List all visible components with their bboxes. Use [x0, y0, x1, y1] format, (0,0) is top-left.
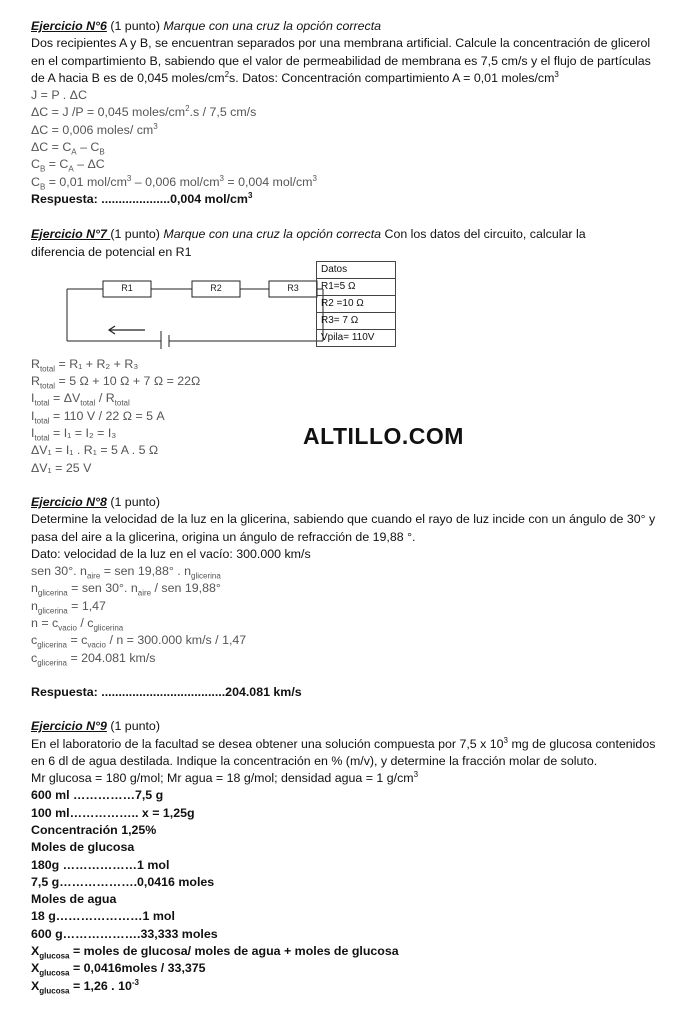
ej8-answer: Respuesta: ....................................204.081 km/s — [31, 684, 302, 699]
ej9-line-2: 100 ml…………….. x = 1,25g — [31, 805, 195, 820]
resistor-r1-label: R1 — [121, 282, 133, 293]
ej9-text-3: Mr glucosa = 180 g/mol; Mr agua = 18 g/mol; densidad agua = 1 $g/cm^3$ — [31, 769, 419, 786]
ej9-line-10: $X_{glucosa}$ = moles de glucosa/ moles de agua + moles de glucosa — [31, 944, 399, 961]
ej7-heading — [31, 226, 691, 243]
circuit-area — [31, 261, 691, 356]
ej8-step-4: $n = c_{vacio} / c_{glicerina}$ — [31, 616, 124, 633]
ej7-step-5: $I_{total} = I_1 = I_2 = I_3$ — [31, 426, 117, 443]
resistor-r2-label: R2 — [210, 282, 222, 293]
ej7-step-2: $R_{total} = 5$ Ω + 10 Ω + 7 Ω = 22Ω — [31, 374, 201, 391]
ej6-step-6: $C_B = 0,01$ mol/$cm^3 - 0,006$ mol/$cm^3 = 0,004$ mol/$cm^3$ — [31, 173, 317, 192]
ej8-step-2: $n_{glicerina}$ = sen 30°. $n_{aire}$ / sen 19,88° — [31, 581, 221, 598]
ej6-text-3: de A hacia B es de 0,045 moles/$cm^2s$. Datos: Concentración compartimiento A = 0,01 moles/$cm^3$ — [31, 69, 559, 85]
ej7-step-7: ΔV₁ = 25 V — [31, 460, 92, 475]
circuit-diagram — [65, 269, 327, 349]
ej6-heading — [31, 18, 691, 35]
ej6-step-1: J = P . ΔC — [31, 88, 87, 103]
ej6-answer: Respuesta: ....................0,004 mol/$cm^3$ — [31, 190, 253, 206]
ej6-step-3: ΔC = 0,006 moles/ $cm^3$ — [31, 121, 158, 137]
ej9-line-9: 600 g……………….33,333 moles — [31, 926, 218, 941]
ej7-points: (1 punto) — [110, 227, 164, 242]
ej7-step-4: $I_{total} = 110$ V / 22 Ω = 5 A — [31, 408, 165, 426]
datos-r3: R3= 7 Ω — [317, 312, 396, 329]
ej7-step-3: $I_{total} = \Delta V_{total} / R_{total}$ — [31, 391, 130, 408]
ej8-title: Ejercicio N°8 — [31, 494, 107, 509]
document-page — [31, 18, 691, 995]
ej7-text-2: diferencia de potencial en R1 — [31, 244, 192, 259]
ej9-points: (1 punto) — [106, 719, 160, 734]
watermark: ALTILLO.COM — [303, 423, 464, 449]
ej8-step-5: $c_{glicerina} = c_{vacio} / n = 300.000$ km/s / 1,47 — [31, 633, 247, 650]
ej7-step-6: ΔV₁ = I₁ . R₁ = 5 A . 5 Ω — [31, 443, 159, 458]
ej6-step-4: $\Delta C = C_A - C_B$ — [31, 140, 105, 157]
ej7-title: Ejercicio N°7 — [31, 227, 111, 242]
ej7-instruction: Marque con una cruz la opción correcta — [163, 227, 382, 242]
ej9-line-3: Concentración 1,25% — [31, 822, 157, 837]
ej8-step-1: sen 30°. $n_{aire}$ = sen 19,88° . $n_{glicerina}$ — [31, 564, 221, 581]
ej9-line-6: 7,5 g……………….0,0416 moles — [31, 874, 215, 889]
ej8-heading — [31, 494, 691, 511]
ej9-title: Ejercicio N°9 — [31, 719, 107, 734]
ej8-text-3: Dato: velocidad de la luz en el vacío: 300.000 km/s — [31, 546, 311, 561]
ej8-step-3: $n_{glicerina} = 1,47$ — [31, 598, 106, 616]
ej6-instruction: Marque con una cruz la opción correcta — [163, 19, 382, 33]
ej7-text-1: Con los datos del circuito, calcular la — [381, 227, 586, 242]
ej8-text-2: pasa del aire a la glicerina, origina un ángulo de refracción de 19,88 °. — [31, 529, 416, 544]
ej9-line-1: 600 ml ……………7,5 g — [31, 788, 164, 803]
ej9-text-2: en 6 dl de agua destilada. Indique la concentración en % (m/v), y determine la fracción molar de soluto. — [31, 753, 598, 768]
ej6-step-5: $C_B = C_A - \Delta C$ — [31, 157, 105, 174]
ej9-text-1: En el laboratorio de la facultad se desea obtener una solución compuesta por 7,5 x $10^3$ mg de glucosa contenidos — [31, 735, 656, 751]
ej6-step-2: ΔC = J /P = 0,045 moles/$cm^2.s / 7,5$ cm/s — [31, 104, 257, 120]
ej9-line-12: $X_{glucosa} = 1,26$ . $10^{-3}$ — [31, 977, 139, 996]
datos-vpila: Vpila= 110V — [317, 329, 396, 346]
ej9-heading — [31, 718, 691, 735]
ej6-points: (1 punto) — [106, 19, 164, 33]
ej6-title: Ejercicio N°6 — [31, 19, 107, 33]
ej6-text-1: Dos recipientes A y B, se encuentran separados por una membrana artificial. Calcule la concentración de glicerol — [31, 36, 651, 51]
datos-r1: R1=5 Ω — [317, 278, 396, 295]
ej9-line-8: 18 g…………………1 mol — [31, 909, 175, 924]
ej8-step-6: $c_{glicerina} = 204.081$ km/s — [31, 650, 156, 668]
datos-table — [316, 261, 396, 347]
ej9-line-7: Moles de agua — [31, 892, 117, 907]
datos-header: Datos — [317, 261, 396, 278]
ej6-text-2: en el compartimiento B, sabiendo que el valor de permeabilidad de membrana es 7,5 cm/s y el flujo de partículas — [31, 53, 651, 68]
resistor-r3-label: R3 — [287, 282, 299, 293]
ej9-line-4: Moles de glucosa — [31, 840, 135, 855]
ej8-text-1: Determine la velocidad de la luz en la glicerina, sabiendo que cuando el rayo de luz incide con un ángulo de 30° y — [31, 512, 656, 527]
ej8-points: (1 punto) — [106, 494, 160, 509]
datos-r2: R2 =10 Ω — [317, 295, 396, 312]
ej7-step-1: $R_{total} = R_1 + R_2 + R_3$ — [31, 356, 139, 374]
ej9-line-5: 180g ………………1 mol — [31, 857, 170, 872]
ej9-line-11: $X_{glucosa}$ = 0,0416moles / 33,375 — [31, 961, 206, 978]
